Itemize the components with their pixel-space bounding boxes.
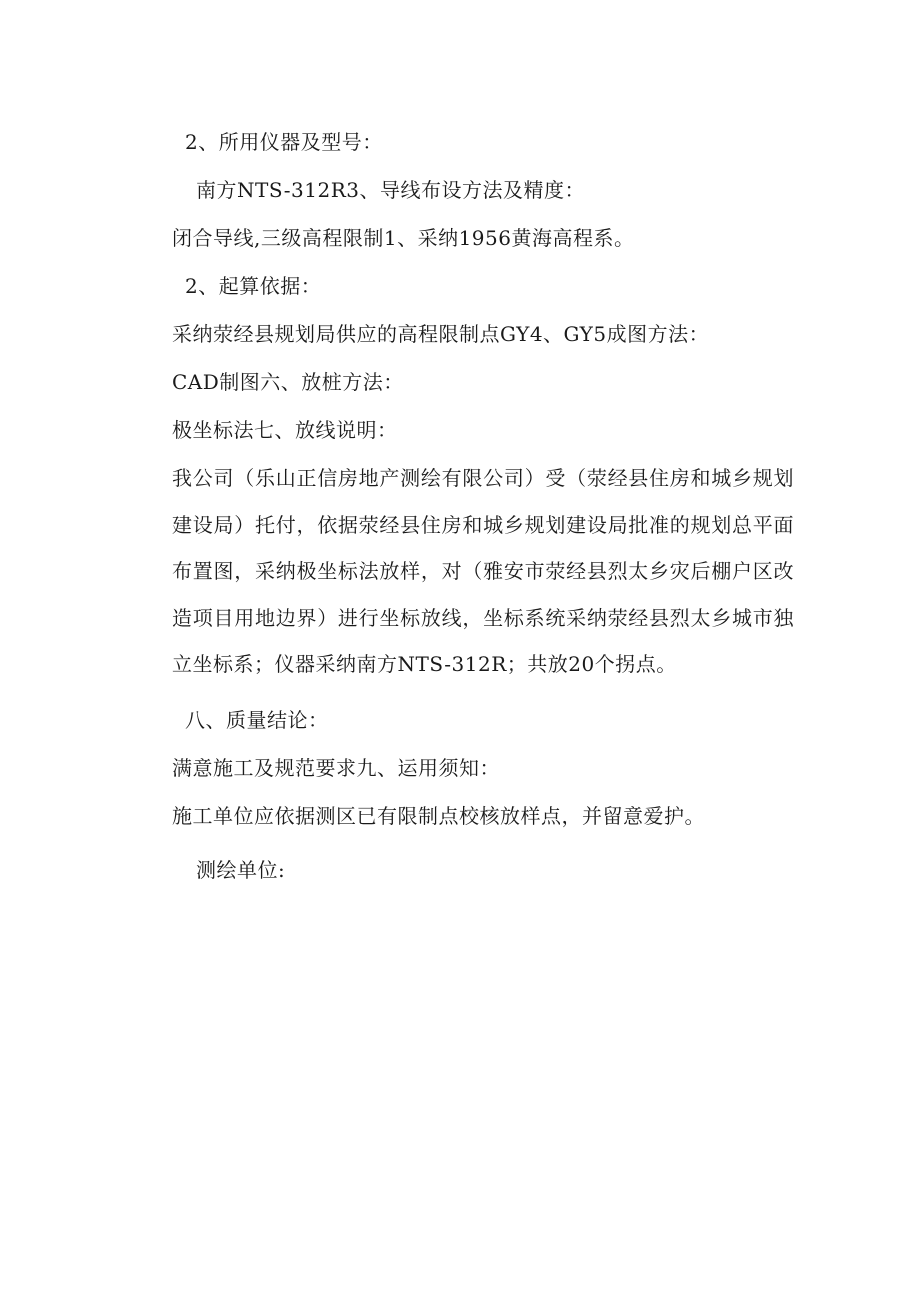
- layout-description-paragraph: 我公司（乐山正信房地产测绘有限公司）受（荥经县住房和城乡规划建设局）托付，依据荥经县住房和城乡规划建设局批准的规划总平面布置图，采纳极坐标法放样，对（雅安市荥经县烈太乡灾后棚户区改造项目用地边界）进行坐标放线，坐标系统采纳荥经县烈太乡城市独立坐标系；仪器采纳南方NTS-312R；共放20个拐点。: [172, 466, 794, 677]
- surveying-unit-label: 测绘单位:: [196, 858, 286, 882]
- construction-unit-instruction: 施工单位应依据测区已有限制点校核放样点，并留意爱护。: [172, 804, 705, 828]
- section-quality-conclusion: 八、质量结论：: [185, 708, 329, 732]
- section-calculation-basis: 2、起算依据：: [185, 274, 322, 298]
- section-instrument-model: 2、所用仪器及型号：: [185, 130, 383, 154]
- control-points-and-mapping-method: 采纳荥经县规划局供应的高程限制点GY4、GY5成图方法：: [172, 322, 710, 346]
- quality-and-usage-notes: 满意施工及规范要求九、运用须知：: [172, 756, 500, 780]
- cad-drawing-and-staking-method: CAD制图六、放桩方法：: [172, 370, 404, 394]
- polar-coordinate-and-layout-description: 极坐标法七、放线说明：: [172, 418, 398, 442]
- instrument-and-traverse-method: 南方NTS-312R3、导线布设方法及精度：: [196, 178, 585, 202]
- traverse-precision-elevation-system: 闭合导线,三级高程限制1、采纳1956黄海高程系。: [172, 226, 635, 250]
